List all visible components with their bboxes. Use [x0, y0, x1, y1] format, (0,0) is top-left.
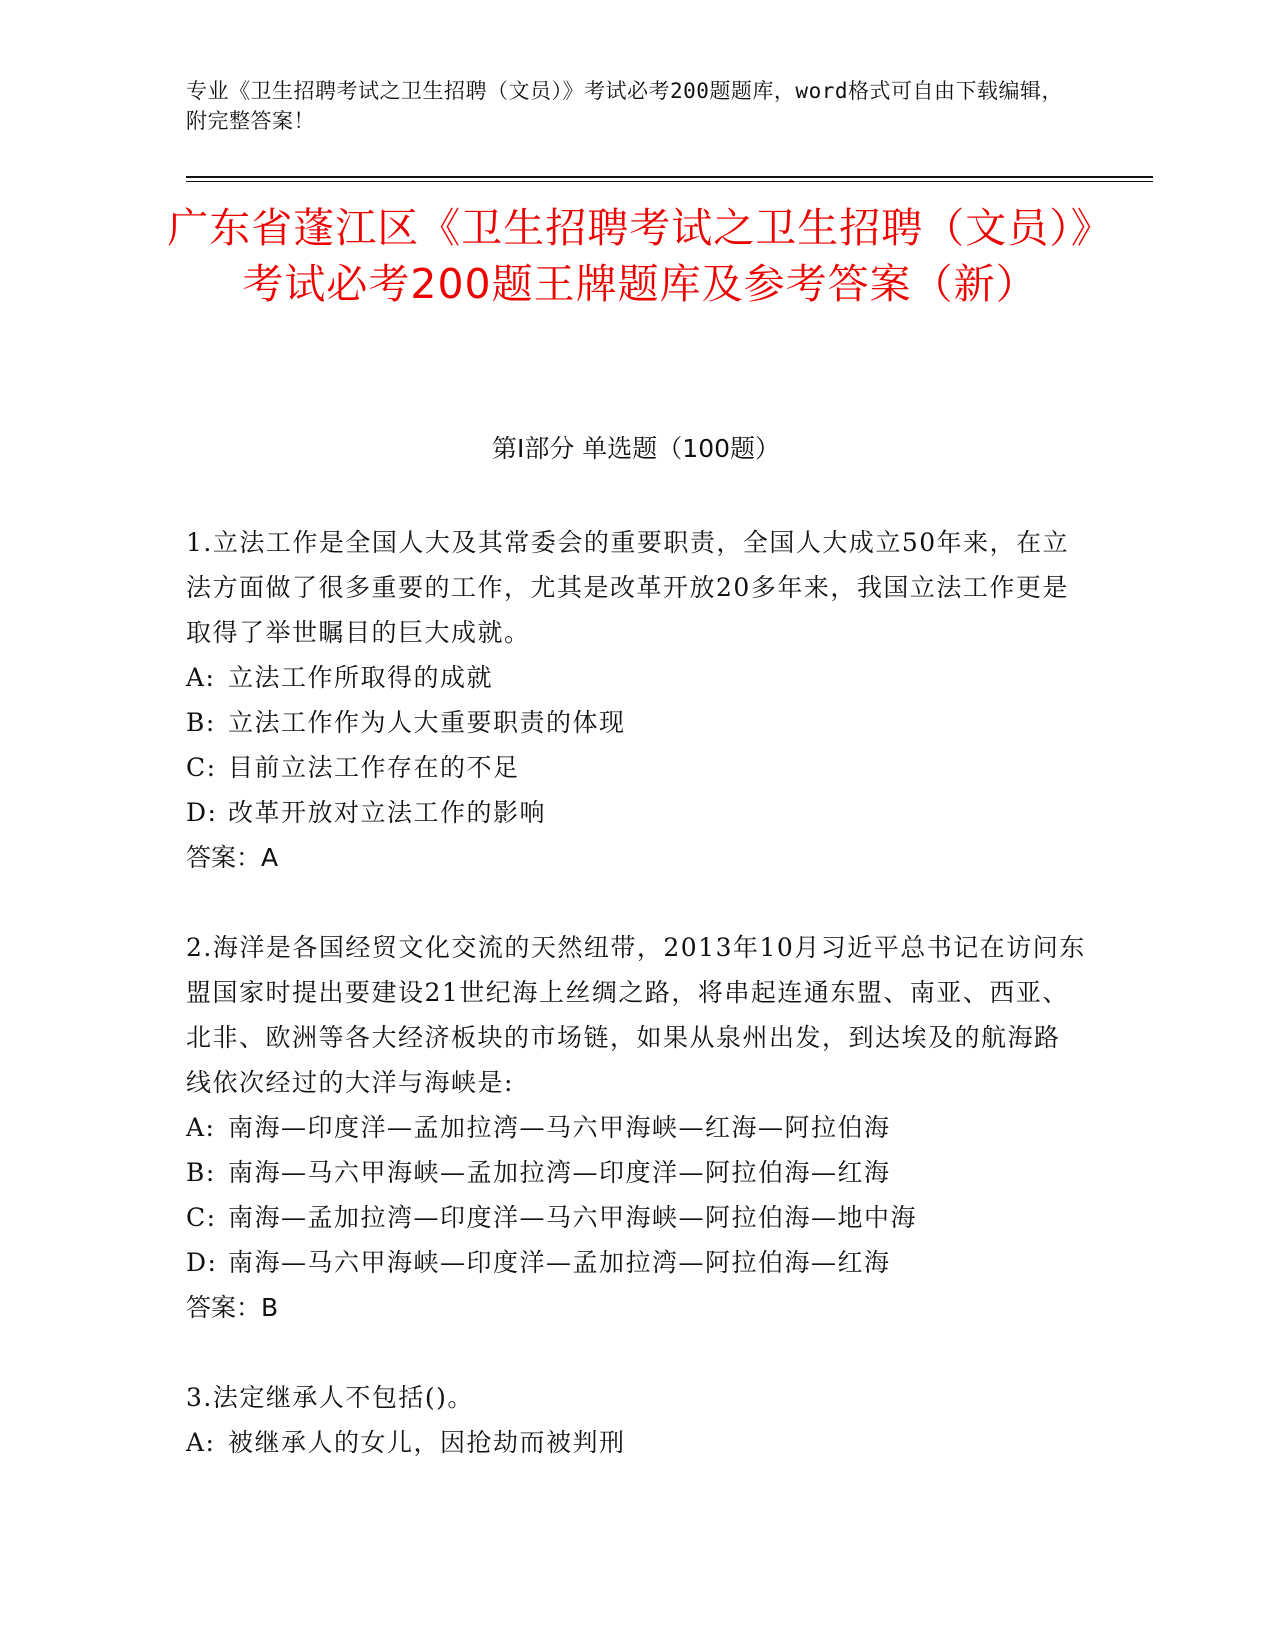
option-text: 南海—印度洋—孟加拉湾—马六甲海峡—红海—阿拉伯海: [228, 1113, 891, 1142]
option-d: [186, 1240, 1086, 1285]
option-key: A:: [186, 1113, 216, 1142]
option-c: [186, 745, 1086, 790]
option-key: D:: [186, 798, 218, 827]
question-3: [186, 1375, 1086, 1465]
question-text: 1.立法工作是全国人大及其常委会的重要职责，全国人大成立50年来，在立法方面做了很多重要的工作，尤其是改革开放20多年来，我国立法工作更是取得了举世瞩目的巨大成就。: [186, 528, 1070, 647]
question-list: [186, 520, 1086, 1510]
option-text: 南海—马六甲海峡—孟加拉湾—印度洋—阿拉伯海—红海: [228, 1158, 891, 1187]
section-title: 第I部分 单选题（100题）: [491, 434, 781, 463]
option-text: 立法工作所取得的成就: [228, 663, 494, 692]
document-title: 广东省蓬江区《卫生招聘考试之卫生招聘（文员）》考试必考200题王牌题库及参考答案（新）: [167, 204, 1113, 308]
question-text: 3.法定继承人不包括()。: [186, 1383, 474, 1412]
option-d: [186, 790, 1086, 835]
option-key: B:: [186, 1158, 216, 1187]
answer-line: 答案：A: [186, 843, 279, 872]
option-key: C:: [186, 1203, 217, 1232]
option-text: 南海—马六甲海峡—印度洋—孟加拉湾—阿拉伯海—红海: [228, 1248, 891, 1277]
option-c: [186, 1195, 1086, 1240]
option-key: A:: [186, 1428, 216, 1457]
header-note: 专业《卫生招聘考试之卫生招聘（文员）》考试必考200题题库，word格式可自由下载编辑，附完整答案！: [186, 79, 1063, 133]
option-text: 立法工作作为人大重要职责的体现: [228, 708, 626, 737]
option-b: [186, 700, 1086, 745]
option-a: [186, 1420, 1086, 1465]
option-text: 南海—孟加拉湾—印度洋—马六甲海峡—阿拉伯海—地中海: [228, 1203, 918, 1232]
question-2: [186, 925, 1086, 1330]
option-b: [186, 1150, 1086, 1195]
option-key: B:: [186, 708, 216, 737]
question-1: [186, 520, 1086, 880]
answer-line: 答案：B: [186, 1293, 279, 1322]
option-key: A:: [186, 663, 216, 692]
option-key: C:: [186, 753, 217, 782]
option-a: [186, 655, 1086, 700]
option-key: D:: [186, 1248, 218, 1277]
header-divider-bottom: [186, 181, 1153, 182]
option-a: [186, 1105, 1086, 1150]
header-divider-top: [186, 176, 1153, 178]
option-text: 被继承人的女儿，因抢劫而被判刑: [228, 1428, 626, 1457]
option-text: 改革开放对立法工作的影响: [228, 798, 547, 827]
option-text: 目前立法工作存在的不足: [228, 753, 520, 782]
question-text: 2.海洋是各国经贸文化交流的天然纽带，2013年10月习近平总书记在访问东盟国家时提出要建设21世纪海上丝绸之路，将串起连通东盟、南亚、西亚、北非、欧洲等各大经济板块的市场链，如果从泉州出发，到达埃及的航海路线依次经过的大洋与海峡是:: [186, 933, 1086, 1097]
